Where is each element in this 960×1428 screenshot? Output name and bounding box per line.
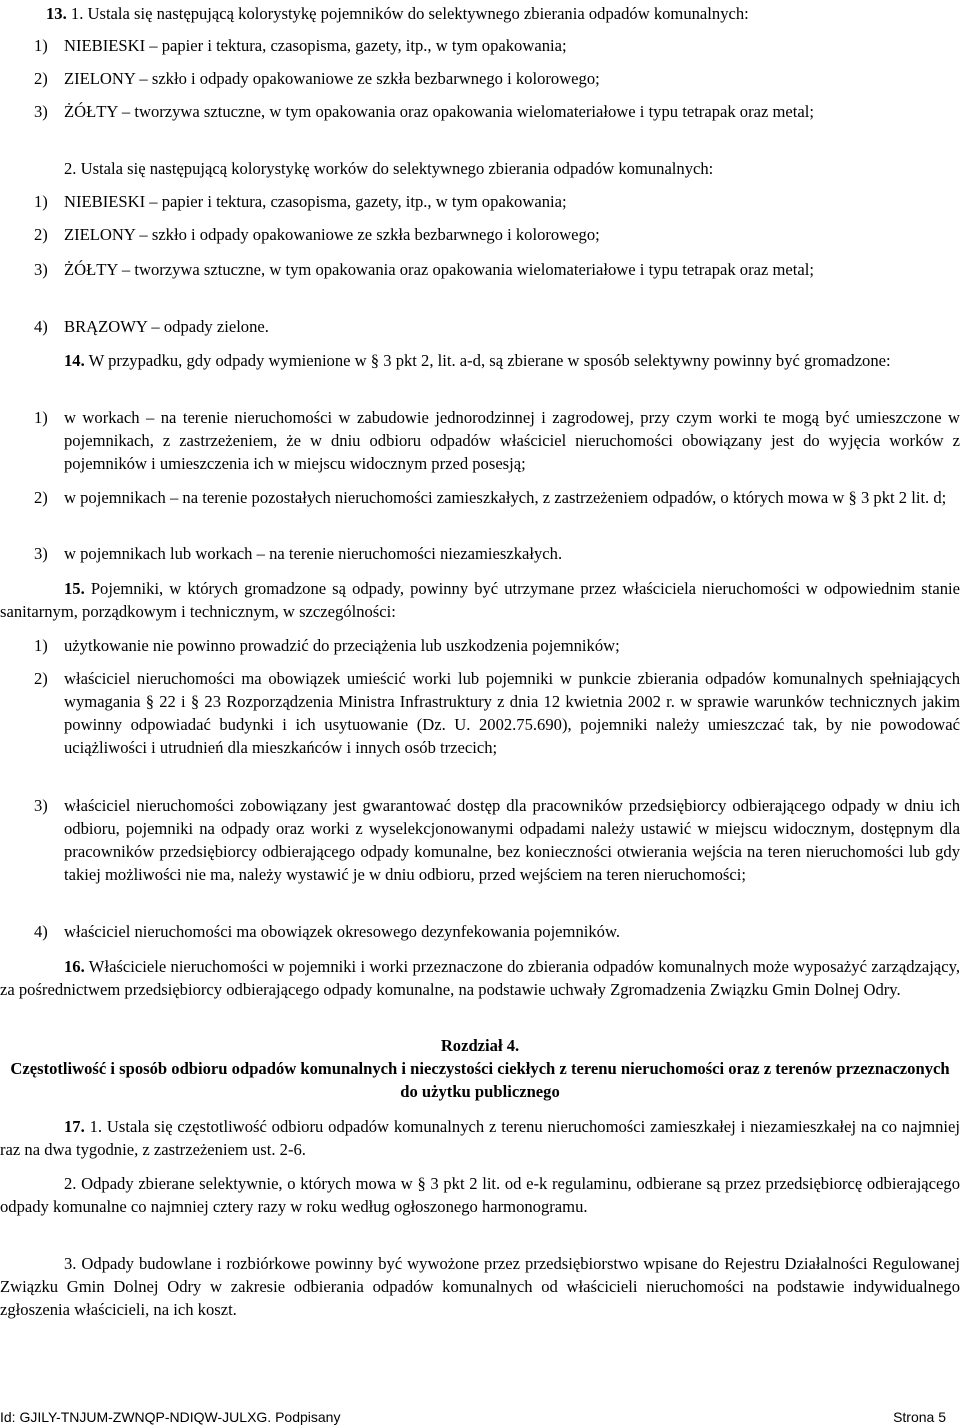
paragraph-17-3 bbox=[0, 1252, 960, 1321]
paragraph-text: 16. Właściciele nieruchomości w pojemniki i worki przeznaczone do zbierania odpadów komunalnych może wyposażyć zarządzający, za pośrednictwem przedsiębiorcy odbierającego odpady komunalne, na podstawie uchwały Zgromadzenia Związku Gmin Dolnej Odry. bbox=[0, 957, 960, 999]
list-13b-3 bbox=[34, 258, 960, 281]
page-number: Strona 5 bbox=[893, 1409, 946, 1425]
paragraph-17 bbox=[0, 1115, 960, 1161]
paragraph-number: 17. bbox=[64, 1117, 85, 1136]
list-15-3 bbox=[34, 794, 960, 886]
list-13b-4 bbox=[34, 315, 960, 338]
list-item: 1) NIEBIESKI – papier i tektura, czasopisma, gazety, itp., w tym opakowania; bbox=[34, 36, 567, 55]
paragraph-text: 1. Ustala się następującą kolorystykę pojemników do selektywnego zbierania odpadów komunalnych: bbox=[70, 4, 749, 23]
list-13b-1 bbox=[34, 190, 960, 213]
list-14-3 bbox=[34, 542, 960, 565]
chapter-title: Rozdział 4. bbox=[440, 1036, 520, 1055]
list-item: 3) właściciel nieruchomości zobowiązany jest gwarantować dostęp dla pracowników przedsiębiorcy odbierającego odpady w dniu ich odbioru, pojemniki na odpady oraz worki z wyselekcjonowanymi odpadami należy ustawić w miejscu widocznym, dostępnym dla pracowników przedsiębiorcy odbierającego odpady komunalne, bez konieczności otwierania wejścia na teren nieruchomości lub gdy takiej możliwości nie ma, należy wystawić je w dniu odbioru, przed wejściem na teren nieruchomości; bbox=[34, 796, 960, 884]
list-14-2 bbox=[34, 486, 960, 509]
paragraph-17-2 bbox=[0, 1172, 960, 1218]
list-13-1 bbox=[34, 34, 960, 57]
list-13-2 bbox=[34, 67, 960, 90]
paragraph-text: 14. W przypadku, gdy odpady wymienione w § 3 pkt 2, lit. a-d, są zbierane w sposób selektywny powinny być gromadzone: bbox=[64, 351, 891, 370]
list-item: 4) BRĄZOWY – odpady zielone. bbox=[34, 317, 269, 336]
list-15-1 bbox=[34, 634, 960, 657]
list-14-1 bbox=[34, 406, 960, 475]
paragraph-15 bbox=[0, 577, 960, 623]
chapter-heading bbox=[0, 1034, 960, 1103]
list-item: 2) ZIELONY – szkło i odpady opakowaniowe ze szkła bezbarwnego i kolorowego; bbox=[34, 225, 600, 244]
list-15-4 bbox=[34, 920, 960, 943]
paragraph-16 bbox=[0, 955, 960, 1001]
list-15-2 bbox=[34, 667, 960, 759]
paragraph-number: 13. bbox=[46, 4, 67, 23]
document-id: Id: GJILY-TNJUM-ZWNQP-NDIQW-JULXG. Podpisany bbox=[0, 1409, 341, 1425]
list-item: 4) właściciel nieruchomości ma obowiązek okresowego dezynfekowania pojemników. bbox=[34, 922, 621, 941]
list-item: 2) ZIELONY – szkło i odpady opakowaniowe ze szkła bezbarwnego i kolorowego; bbox=[34, 69, 600, 88]
paragraph-text: 2. Odpady zbierane selektywnie, o których mowa w § 3 pkt 2 lit. od e-k regulaminu, odbierane są przez przedsiębiorcę odbierającego odpady komunalne co najmniej cztery razy w roku według ogłoszonego harmonogramu. bbox=[0, 1174, 960, 1216]
paragraph-text: 3. Odpady budowlane i rozbiórkowe powinny być wywożone przez przedsiębiorstwo wpisane do Rejestru Działalności Regulowanej Związku Gmin Dolnej Odry w zakresie odbierania odpadów komunalnych od właścicieli nieruchomości na podstawie indywidualnego zgłoszenia właścicieli, na ich koszt. bbox=[0, 1254, 960, 1319]
list-13b-2 bbox=[34, 223, 960, 246]
paragraph-text: 15. Pojemniki, w których gromadzone są odpady, powinny być utrzymane przez właściciela nieruchomości w odpowiednim stanie sanitarnym, porządkowym i technicznym, w szczególności: bbox=[0, 579, 960, 621]
paragraph-14 bbox=[34, 349, 960, 372]
page-footer bbox=[0, 1408, 960, 1426]
paragraph-13-heading bbox=[34, 2, 960, 25]
list-item: 3) w pojemnikach lub workach – na terenie nieruchomości niezamieszkałych. bbox=[34, 544, 563, 563]
list-13-3 bbox=[34, 100, 960, 123]
list-item: 3) ŻÓŁTY – tworzywa sztuczne, w tym opakowania oraz opakowania wielomateriałowe i typu tetrapak oraz metal; bbox=[34, 102, 814, 121]
list-item: 1) użytkowanie nie powinno prowadzić do przeciążenia lub uszkodzenia pojemników; bbox=[34, 636, 620, 655]
list-item: 2) właściciel nieruchomości ma obowiązek umieścić worki lub pojemniki w punkcie zbierania odpadów komunalnych spełniających wymagania § 22 i § 23 Rozporządzenia Ministra Infrastruktury z dnia 12 kwietnia 2002 r. w sprawie warunków technicznych jakim powinny odpowiadać budynki i ich usytuowanie (Dz. U. 2002.75.690), pojemniki należy umieszczać tak, by nie powodować uciążliwości i utrudnień dla mieszkańców i innych osób trzecich; bbox=[34, 669, 960, 757]
list-item: 1) NIEBIESKI – papier i tektura, czasopisma, gazety, itp., w tym opakowania; bbox=[34, 192, 567, 211]
paragraph-text: 17. 1. Ustala się częstotliwość odbioru odpadów komunalnych z terenu nieruchomości zamieszkałej i niezamieszkałej na co najmniej raz na dwa tygodnie, z zastrzeżeniem ust. 2-6. bbox=[0, 1117, 960, 1159]
paragraph-number: 14. bbox=[64, 351, 85, 370]
list-item: 3) ŻÓŁTY – tworzywa sztuczne, w tym opakowania oraz opakowania wielomateriałowe i typu tetrapak oraz metal; bbox=[34, 260, 814, 279]
chapter-subtitle: Częstotliwość i sposób odbioru odpadów komunalnych i nieczystości ciekłych z terenu nieruchomości oraz z terenów przeznaczonych do użytku publicznego bbox=[10, 1059, 950, 1101]
paragraph-13-2 bbox=[34, 157, 960, 180]
paragraph-text: 2. Ustala się następującą kolorystykę worków do selektywnego zbierania odpadów komunalnych: bbox=[64, 159, 714, 178]
list-item: 2) w pojemnikach – na terenie pozostałych nieruchomości zamieszkałych, z zastrzeżeniem odpadów, o których mowa w § 3 pkt 2 lit. d; bbox=[34, 488, 947, 507]
paragraph-number: 15. bbox=[64, 579, 85, 598]
paragraph-13 bbox=[34, 2, 960, 25]
list-item: 1) w workach – na terenie nieruchomości w zabudowie jednorodzinnej i zagrodowej, przy czym worki te mogą być umieszczone w pojemnikach, z zastrzeżeniem, że w dniu odbioru odpadów właściciel nieruchomości obowiązany jest do wyjęcia worków z pojemników i umieszczenia ich w miejscu widocznym przed posesją; bbox=[34, 408, 960, 473]
paragraph-number: 16. bbox=[64, 957, 85, 976]
